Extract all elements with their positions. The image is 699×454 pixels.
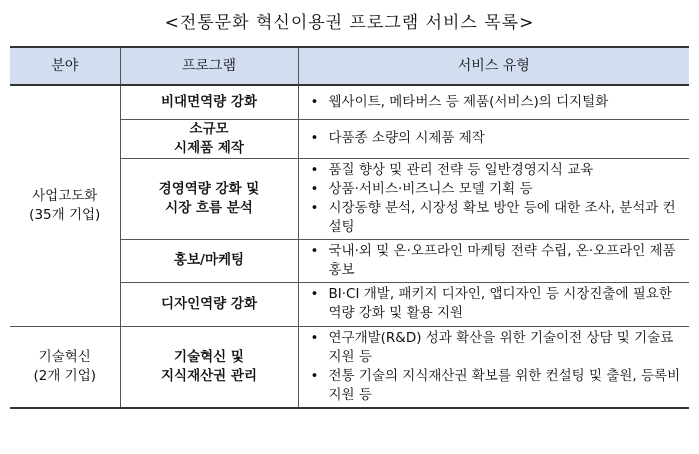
program-cell [120, 119, 298, 158]
service-type-cell [298, 282, 689, 326]
program-name: 경영역량 강화 및 [158, 180, 260, 197]
program-cell [120, 282, 298, 326]
service-type-list [309, 285, 684, 323]
service-type-list [309, 242, 684, 280]
table-row [10, 326, 689, 408]
program-name: 디자인역량 강화 [161, 295, 257, 312]
service-type-cell [298, 119, 689, 158]
service-type-item: • 상품·서비스·비즈니스 모델 기획 등 [309, 180, 684, 199]
area-label: 기술혁신 [38, 348, 91, 365]
service-type-cell [298, 158, 689, 239]
service-type-cell [298, 239, 689, 282]
program-cell [120, 158, 298, 239]
area-label: 사업고도화 [32, 187, 98, 204]
area-cell [10, 326, 120, 408]
service-type-list [309, 329, 684, 405]
service-table [10, 46, 689, 409]
service-type-list [309, 129, 684, 148]
page-title: <전통문화 혁신이용권 프로그램 서비스 목록> [164, 13, 535, 33]
service-type-item: • 전통 기술의 지식재산권 확보를 위한 컨설팅 및 출원, 등록비 지원 등 [309, 367, 684, 405]
service-type-list [309, 161, 684, 237]
service-type-cell [298, 85, 689, 119]
service-type-item: • 시장동향 분석, 시장성 확보 방안 등에 대한 조사, 분석과 컨설팅 [309, 199, 684, 237]
service-type-item: • 다품종 소량의 시제품 제작 [309, 129, 684, 148]
header-area: 분야 [10, 47, 120, 85]
program-cell [120, 85, 298, 119]
service-type-item: • 웹사이트, 메타버스 등 제품(서비스)의 디지털화 [309, 93, 684, 112]
table-header-row [10, 47, 689, 85]
program-cell [120, 239, 298, 282]
table-row [10, 85, 689, 119]
program-name: 시제품 제작 [174, 139, 244, 156]
program-cell [120, 326, 298, 408]
service-type-item: • BI·CI 개발, 패키지 디자인, 앱디자인 등 시장진출에 필요한 역량 강화 및 활용 지원 [309, 285, 684, 323]
service-type-item: • 연구개발(R&D) 성과 확산을 위한 기술이전 상담 및 기술료 지원 등 [309, 329, 684, 367]
program-name: 기술혁신 및 [174, 348, 244, 365]
service-type-list [309, 93, 684, 112]
area-label: (2개 기업) [33, 367, 97, 384]
service-type-item: • 품질 향상 및 관리 전략 등 일반경영지식 교육 [309, 161, 684, 180]
area-cell [10, 85, 120, 326]
header-program: 프로그램 [120, 47, 298, 85]
area-label: (35개 기업) [29, 206, 101, 223]
program-name: 지식재산권 관리 [161, 367, 257, 384]
service-type-item: • 국내·외 및 온·오프라인 마케팅 전략 수립, 온·오프라인 제품 홍보 [309, 242, 684, 280]
header-service-type: 서비스 유형 [298, 47, 689, 85]
program-name: 소규모 [189, 120, 229, 137]
program-name: 시장 흐름 분석 [165, 199, 253, 216]
program-name: 홍보/마케팅 [173, 252, 245, 268]
service-type-cell [298, 326, 689, 408]
program-name: 비대면역량 강화 [161, 93, 257, 110]
